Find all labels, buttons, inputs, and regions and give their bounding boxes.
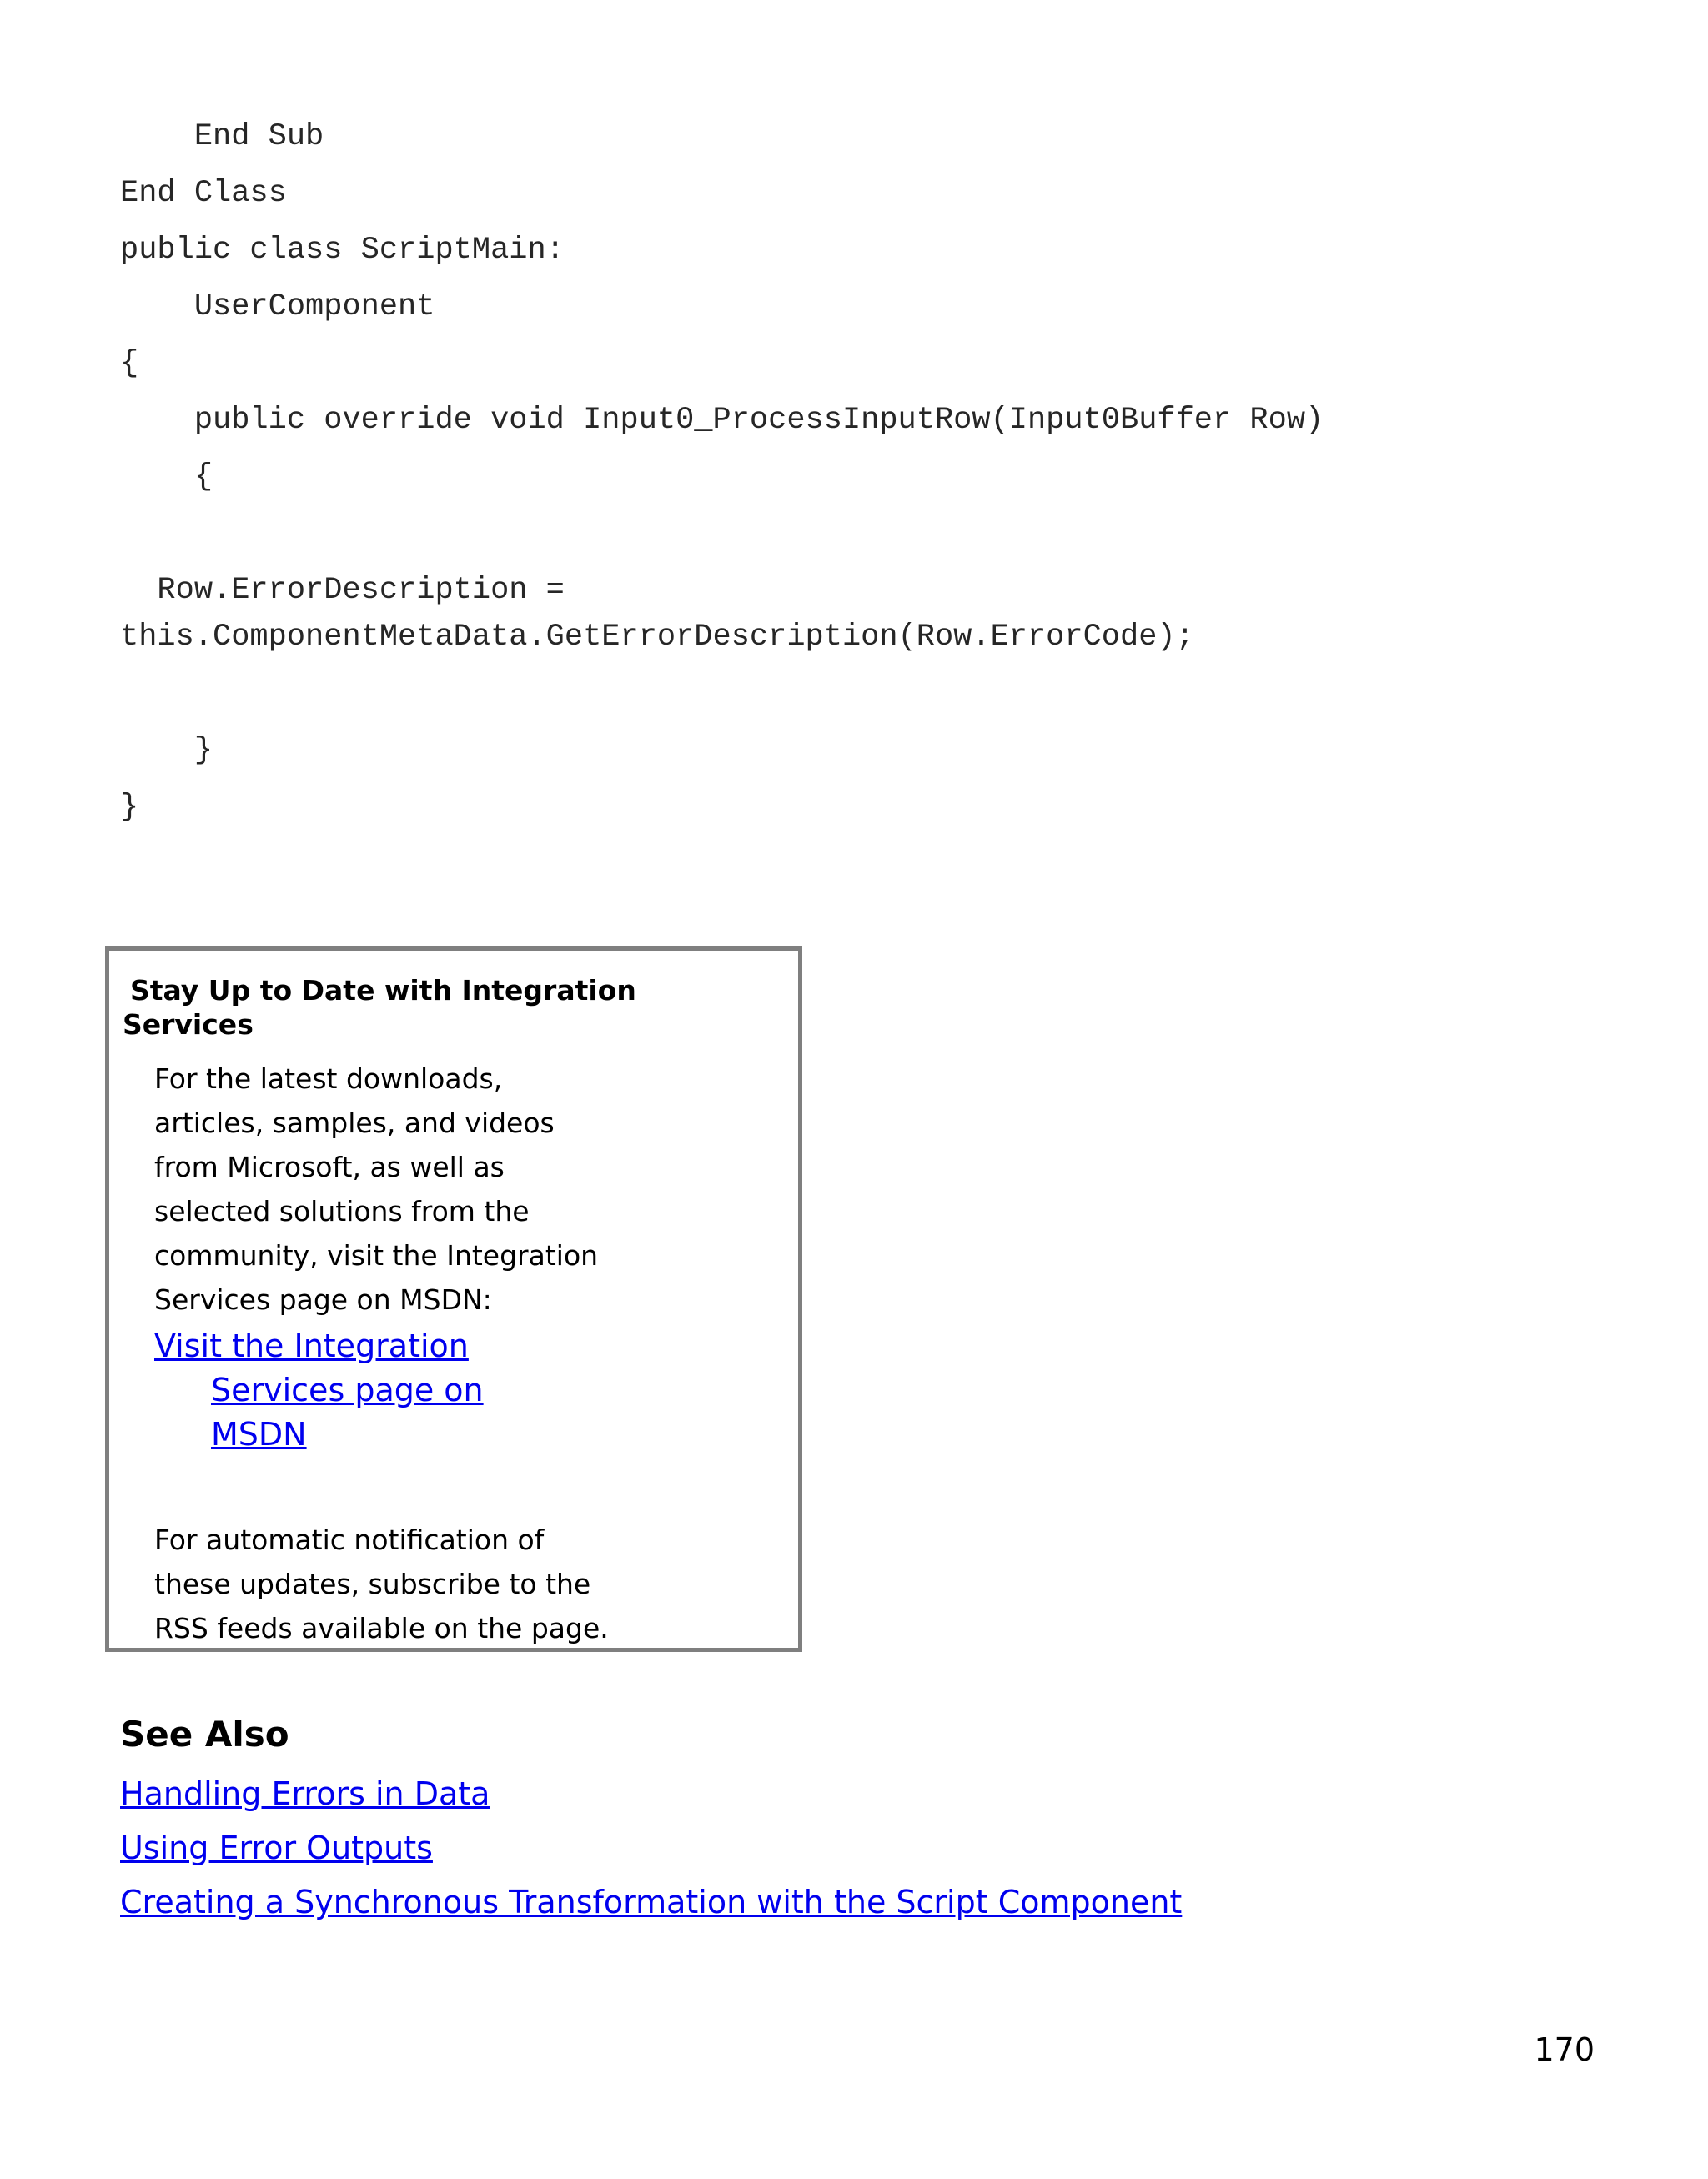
- msdn-link-line[interactable]: Services page on: [211, 1372, 484, 1408]
- callout-text-line: Services page on MSDN:: [154, 1283, 492, 1316]
- callout-paragraph-downloads: [154, 1057, 599, 1322]
- msdn-link-line[interactable]: Visit the Integration: [154, 1328, 469, 1364]
- callout-text-line: RSS feeds available on the page.: [154, 1612, 609, 1644]
- code-line: }: [120, 733, 214, 768]
- code-line: Row.ErrorDescription =: [120, 573, 565, 608]
- code-line: UserComponent: [120, 289, 435, 324]
- code-line: {: [120, 459, 214, 495]
- callout-text-line: articles, samples, and videos: [154, 1107, 555, 1139]
- code-line: End Sub: [120, 119, 324, 154]
- callout-text-line: from Microsoft, as well as: [154, 1151, 505, 1183]
- code-line: }: [120, 790, 139, 825]
- callout-text-line: these updates, subscribe to the: [154, 1568, 591, 1600]
- msdn-callout-box: [105, 946, 802, 1652]
- code-line: {: [120, 346, 139, 381]
- msdn-link[interactable]: [154, 1324, 484, 1457]
- callout-paragraph-rss: [154, 1518, 609, 1650]
- callout-text-line: selected solutions from the: [154, 1195, 530, 1228]
- code-line: End Class: [120, 176, 287, 211]
- code-line: public class ScriptMain:: [120, 233, 565, 268]
- see-also-link-synchronous-transformation[interactable]: Creating a Synchronous Transformation with the Script Component: [120, 1884, 1183, 1920]
- callout-text-line: community, visit the Integration: [154, 1239, 599, 1272]
- see-also-heading: See Also: [120, 1714, 289, 1755]
- see-also-link-handling-errors[interactable]: Handling Errors in Data: [120, 1775, 490, 1812]
- callout-title-line2: Services: [123, 1008, 254, 1041]
- code-line: public override void Input0_ProcessInputRow(Input0Buffer Row): [120, 403, 1324, 438]
- callout-text-line: For the latest downloads,: [154, 1062, 503, 1095]
- code-line: this.ComponentMetaData.GetErrorDescription(Row.ErrorCode);: [120, 620, 1194, 655]
- callout-text-line: For automatic notification of: [154, 1524, 545, 1556]
- see-also-link-error-outputs[interactable]: Using Error Outputs: [120, 1830, 433, 1866]
- page-number: 170: [1534, 2031, 1595, 2068]
- callout-title-line1: Stay Up to Date with Integration: [130, 974, 636, 1007]
- msdn-link-line[interactable]: MSDN: [211, 1416, 307, 1453]
